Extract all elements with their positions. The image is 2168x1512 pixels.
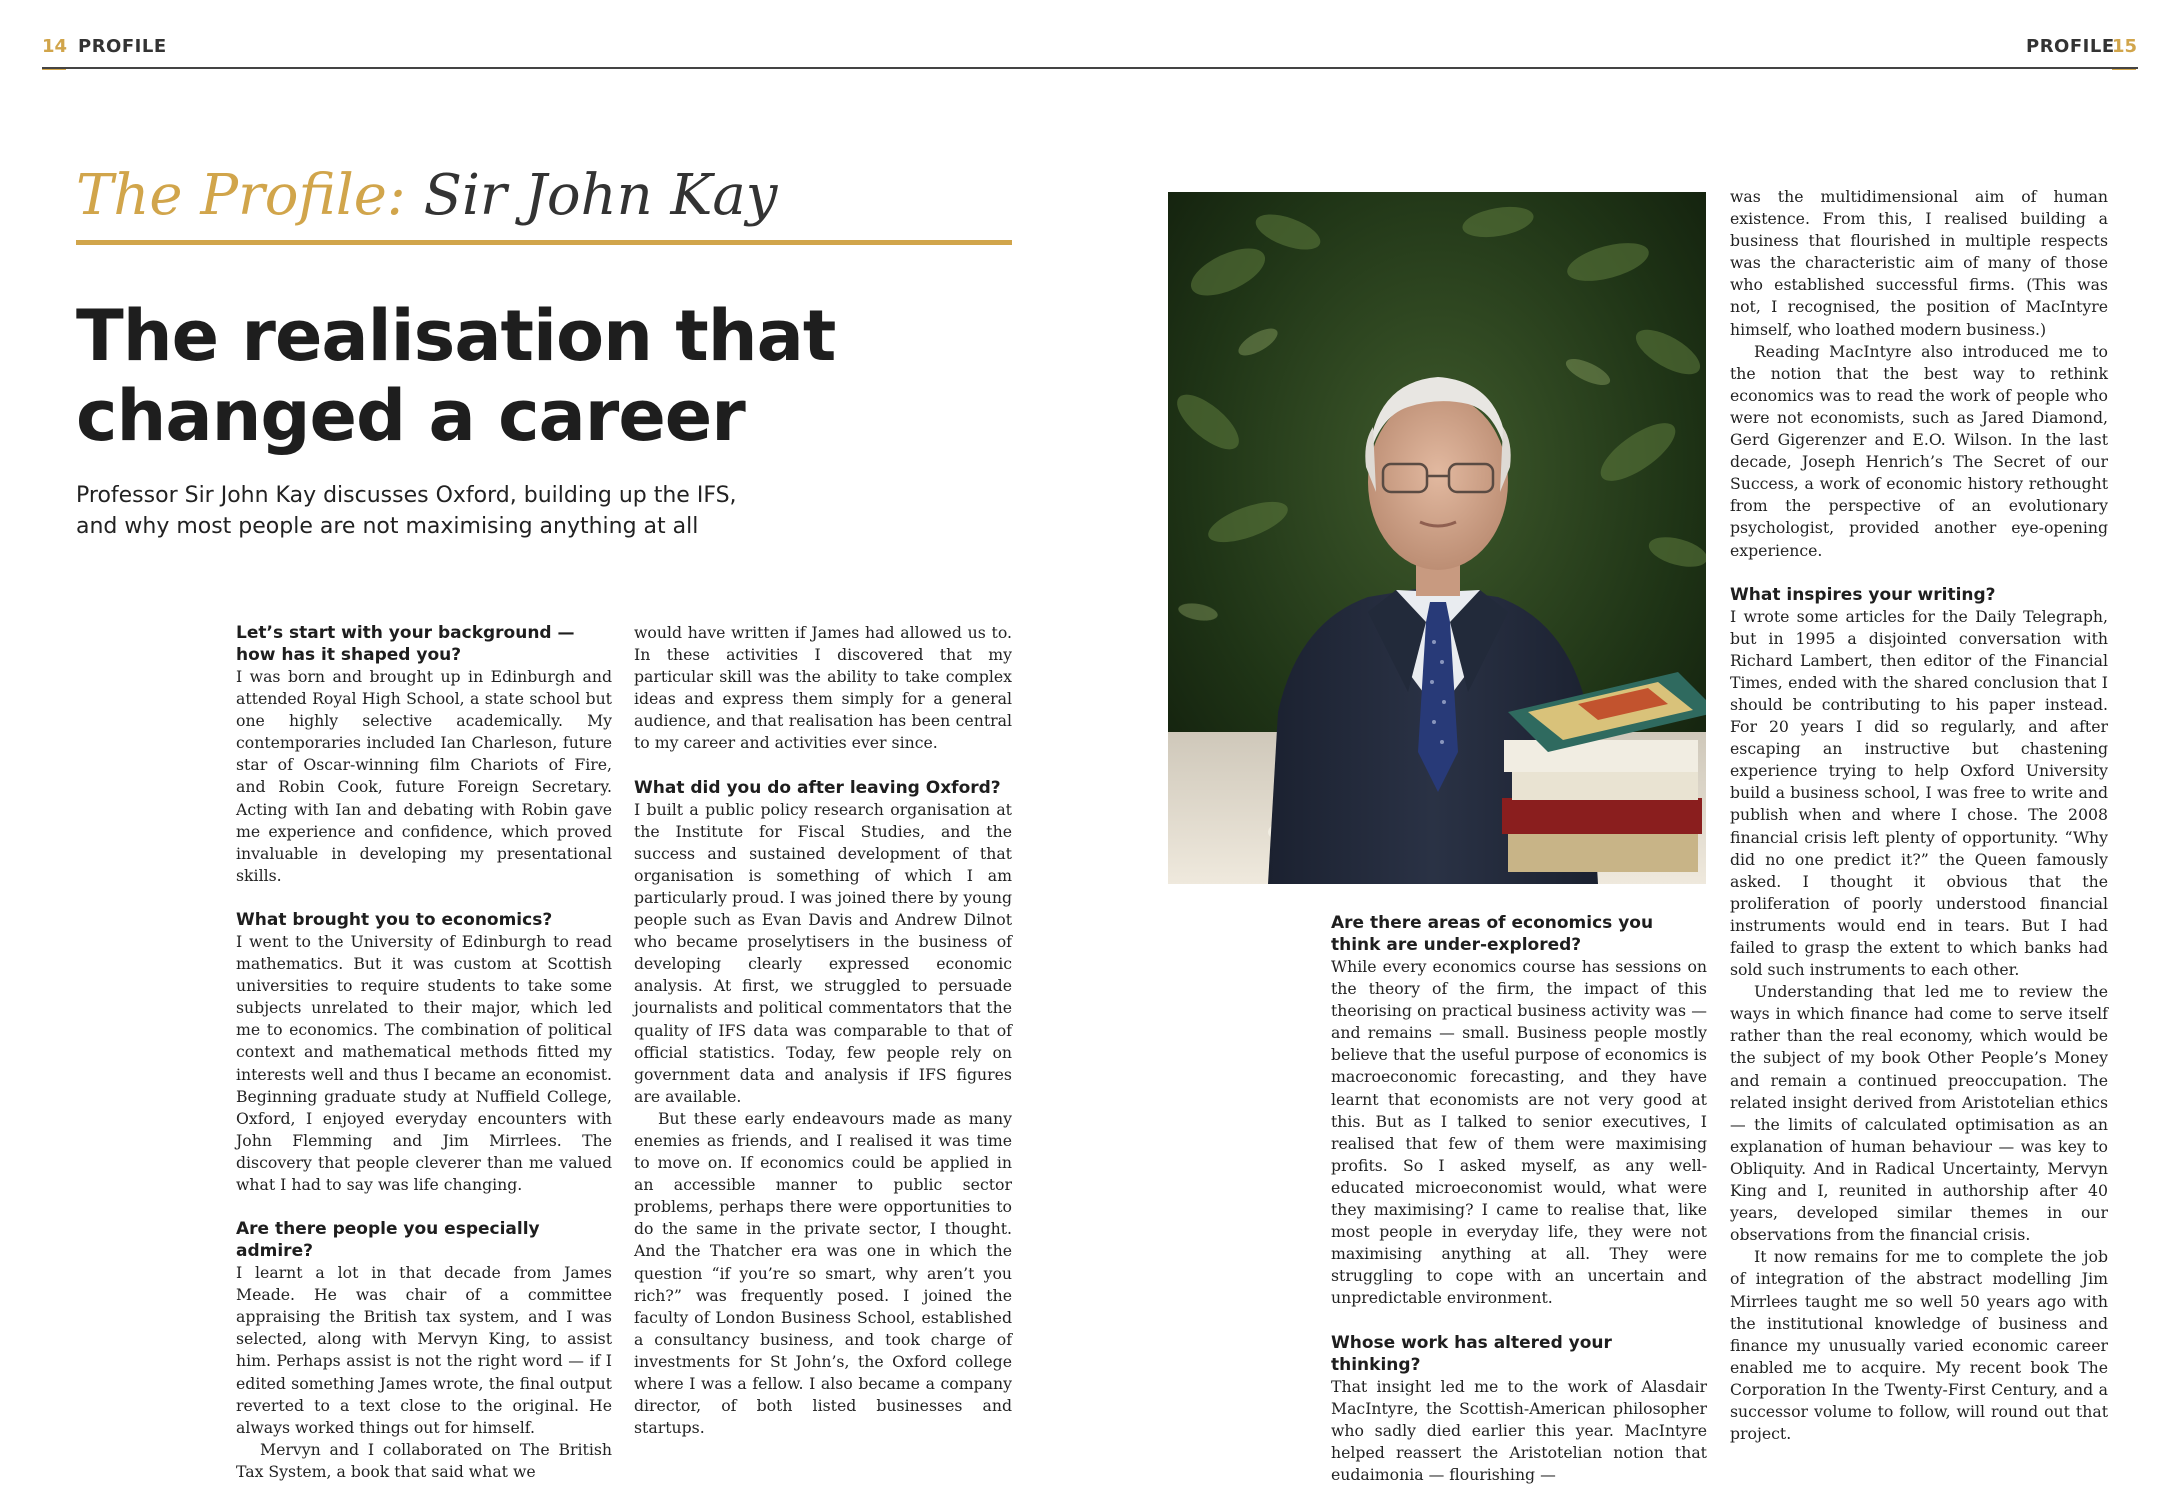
interview-answer: But these early endeavours made as many enemies as friends, and I realised it was time to move on. If economics could be applied in an accessible manner to public sector problems, perhaps there were opportunities to do the same in the private sector, I thought. And the Thatcher era was one in which the question “if you’re so smart, why aren’t you rich?” was frequently posed. I joined the faculty of London Business School, established a consultancy business, and took charge of investments for St John’s, the Oxford college where I was a fellow. I also became a company director, of both listed businesses and startups. (634, 1108, 1012, 1438)
left-page-number: 14 (42, 36, 68, 57)
interview-answer: That insight led me to the work of Alasdair MacIntyre, the Scottish-American philosopher who sadly died earlier this year. MacIntyre helped reassert the Aristotelian notion that eudaimonia — flourishing — (1331, 1376, 1707, 1484)
interview-question: Whose work has altered your thinking? (1331, 1332, 1612, 1375)
profile-kicker: The Profile: (76, 163, 406, 228)
interview-answer: I wrote some articles for the Daily Telegraph, but in 1995 a disjointed conversation with Richard Lambert, then editor of the Financial Times, ended with the shared conclusion that I should be contributing to his paper instead. For 20 years I did so regularly, and after escaping an instructive but chastening experience trying to help Oxford University build a business school, I was free to write and publish when and where I chose. The 2008 financial crisis left plenty of opportunity. “Why did no one predict it?” the Queen famously asked. I thought it obvious that the proliferation of poorly understood financial instruments would end in tears. But I had failed to grasp the extent to which banks had sold such instruments to each other. (1730, 606, 2108, 980)
standfirst-line: Professor Sir John Kay discusses Oxford, building up the IFS, (76, 483, 737, 508)
article-column-1 (236, 622, 612, 1483)
headline (76, 296, 976, 456)
interview-answer: Mervyn and I collaborated on The British Tax System, a book that said what we (236, 1439, 612, 1481)
title-rule (76, 240, 1012, 245)
interview-answer: was the multidimensional aim of human existence. From this, I realised building a business that flourished in multiple respects was the characteristic aim of many of those who established successful firms. (This was not, I recognised, the position of MacIntyre himself, who loathed modern business.) (1730, 187, 2108, 339)
interview-answer: I learnt a lot in that decade from James Meade. He was chair of a committee appraising the British tax system, and I was selected, along with Mervyn King, to assist him. Perhaps assist is not the right word — if I edited something James wrote, the final output reverted to a text close to the original. He always worked things out for himself. (236, 1263, 612, 1437)
interview-answer: While every economics course has sessions on the theory of the firm, the impact of this theorising on practical business activity was — and remains — small. Business people mostly believe that the useful purpose of economics is macroeconomic forecasting, and they have learnt that economists are not very good at this. But as I talked to senior executives, I realised that few of them were maximising profits. So I asked myself, as any well-educated microeconomist would, what were they maximising? I came to realise that, like most people in everyday life, they were not maximising anything at all. They were struggling to cope with an uncertain and unpredictable environment. (1331, 957, 1707, 1308)
left-section-label: PROFILE (78, 36, 167, 57)
interview-question: What did you do after leaving Oxford? (634, 777, 1001, 798)
interview-question: Are there people you especially admire? (236, 1219, 540, 1262)
article-column-2 (634, 622, 1012, 1439)
standfirst (76, 480, 836, 542)
header-rule (42, 67, 2138, 69)
interview-answer: Understanding that led me to review the ways in which finance had come to serve itself rather than the real economy, which would be the subject of my book Other People’s Money and remain a continued preoccupation. The related insight derived from Aristotelian ethics — the limits of calculated optimisation as an explanation of human behaviour — was key to Obliquity. And in Radical Uncertainty, Mervyn King and I, reunited in authorship after 40 years, developed similar themes in our observations from the financial crisis. (1730, 982, 2108, 1245)
interview-answer: Reading MacIntyre also introduced me to the notion that the best way to rethink economics was to read the work of people who were not economists, such as Jared Diamond, Gerd Gigerenzer and E.O. Wilson. In the last decade, Joseph Henrich’s The Secret of our Success, a work of economic history rethought from the perspective of an evolutionary psychologist, provided another eye-opening experience. (1730, 341, 2108, 560)
standfirst-line: and why most people are not maximising anything at all (76, 514, 699, 539)
right-page-number: 15 (2112, 36, 2138, 57)
interview-question: Let’s start with your background — how has it shaped you? (236, 623, 575, 665)
interview-answer: I was born and brought up in Edinburgh and attended Royal High School, a state school but one highly selective academically. My contemporaries included Ian Charleson, future star of Oscar-winning film Chariots of Fire, and Robin Cook, future Foreign Secretary. Acting with Ian and debating with Robin gave me experience and confidence, which proved invaluable in developing my presentational skills. (236, 667, 612, 885)
interview-question: Are there areas of economics you think are under-explored? (1331, 913, 1654, 955)
profile-title (76, 163, 778, 228)
profile-subject: Sir John Kay (423, 163, 778, 228)
interview-question: What brought you to economics? (236, 909, 553, 930)
interview-answer: It now remains for me to complete the job of integration of the abstract modelling Jim Mirrlees taught me so well 50 years ago with the institutional knowledge of business and finance my unusually varied economic career enabled me to acquire. My recent book The Corporation In the Twenty-First Century, and a successor volume to follow, will round out that project. (1730, 1247, 2108, 1444)
interview-question: What inspires your writing? (1730, 584, 1996, 605)
portrait-photo-icon (1168, 192, 1706, 884)
headline-line: changed a career (76, 375, 745, 457)
headline-line: The realisation that (76, 295, 836, 377)
interview-answer: I went to the University of Edinburgh to read mathematics. But it was custom at Scottish universities to require students to take some subjects unrelated to their major, which led me to economics. The combination of political context and mathematical methods fitted my interests well and thus I became an economist. Beginning graduate study at Nuffield College, Oxford, I enjoyed everyday encounters with John Flemming and Jim Mirrlees. The discovery that people cleverer than me valued what I had to say was life changing. (236, 931, 612, 1194)
portrait-photo (1168, 192, 1706, 884)
interview-answer: would have written if James had allowed us to. In these activities I discovered that my particular skill was the ability to take complex ideas and express them simply for a general audience, and that realisation has been central to my career and activities ever since. (634, 623, 1012, 753)
interview-answer: I built a public policy research organisation at the Institute for Fiscal Studies, and the success and sustained development of that organisation is something of which I am particularly proud. I was joined there by young people such as Evan Davis and Andrew Dilnot who became proselytisers in the business of developing clearly expressed economic analysis. At first, we struggled to persuade journalists and political commentators that the quality of IFS data was comparable to that of official statistics. Today, few people rely on government data and analysis if IFS figures are available. (634, 799, 1012, 1106)
article-column-4 (1730, 186, 2108, 1445)
right-section-label: PROFILE (2026, 36, 2115, 57)
article-column-3 (1331, 912, 1707, 1486)
